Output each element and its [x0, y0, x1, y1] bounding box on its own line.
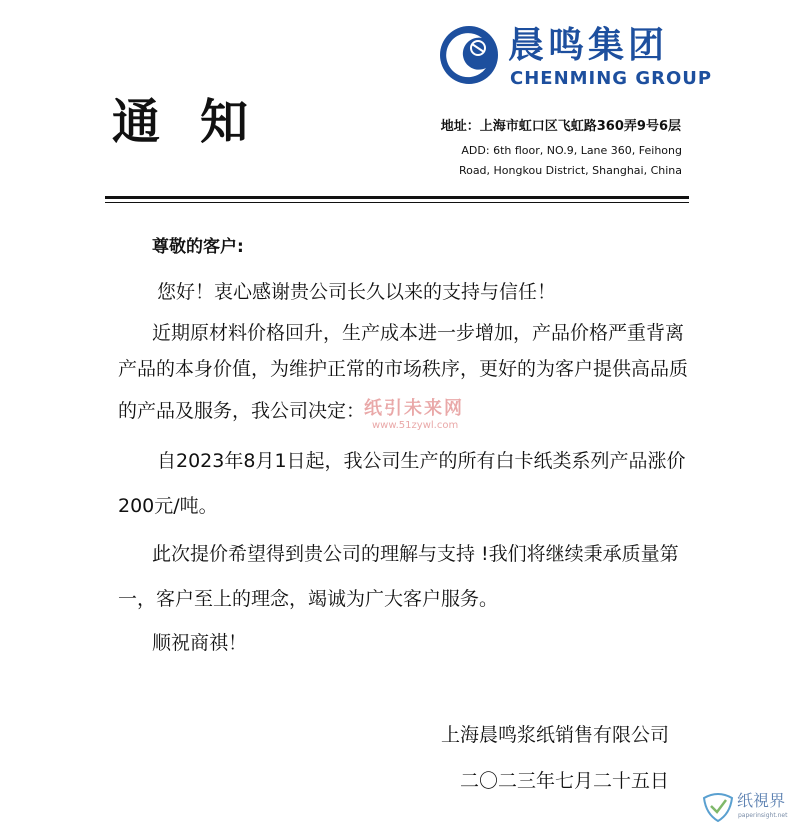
corner-watermark-text: 纸視界	[737, 791, 786, 810]
address-en	[438, 141, 682, 181]
page-title: 通知	[112, 94, 289, 150]
corner-watermark-url: paperinsight.net	[738, 812, 788, 819]
paragraph-commitment-line-1: 此次提价希望得到贵公司的理解与支持 !我们将继续秉承质量第	[152, 543, 679, 565]
address-en-line-2: Road, Hongkou District, Shanghai, China	[458, 164, 682, 177]
salutation: 尊敬的客户:	[152, 237, 244, 257]
closing-greeting: 顺祝商祺！	[152, 632, 248, 654]
signature-company: 上海晨鸣浆纸销售有限公司	[441, 724, 670, 746]
paperinsight-logo-icon	[700, 788, 736, 824]
watermark-url: www.51zywl.com	[372, 420, 459, 431]
paragraph-commitment-line-2: 一，客户至上的理念，竭诚为广大客户服务。	[118, 588, 499, 610]
brand-name-en: CHENMING GROUP	[510, 68, 713, 89]
paragraph-decision-line-1: 自2023年8月1日起，我公司生产的所有白卡纸类系列产品涨价	[157, 450, 686, 472]
header-divider-thick	[105, 196, 689, 199]
address-en-line-1: ADD: 6th floor, NO.9, Lane 360, Feihong	[461, 144, 682, 157]
paragraph-reason-line-3: 的产品及服务，我公司决定：	[118, 400, 366, 422]
paragraph-greeting: 您好！衷心感谢贵公司长久以来的支持与信任！	[157, 281, 557, 303]
paragraph-reason-line-1: 近期原材料价格回升，生产成本进一步增加，产品价格严重背离	[152, 322, 685, 344]
signature-date: 二〇二三年七月二十五日	[460, 770, 670, 792]
address-cn: 地址：上海市虹口区飞虹路360弄9号6层	[440, 119, 681, 134]
brand-name-cn: 晨鸣集团	[508, 25, 669, 66]
paragraph-decision-line-2: 200元/吨。	[118, 495, 218, 517]
chenming-logo-icon	[438, 24, 500, 86]
paragraph-reason-line-2: 产品的本身价值，为维护正常的市场秩序，更好的为客户提供高品质	[118, 358, 689, 380]
watermark-text: 纸引未来网	[364, 398, 464, 419]
header-divider-thin	[105, 202, 689, 203]
